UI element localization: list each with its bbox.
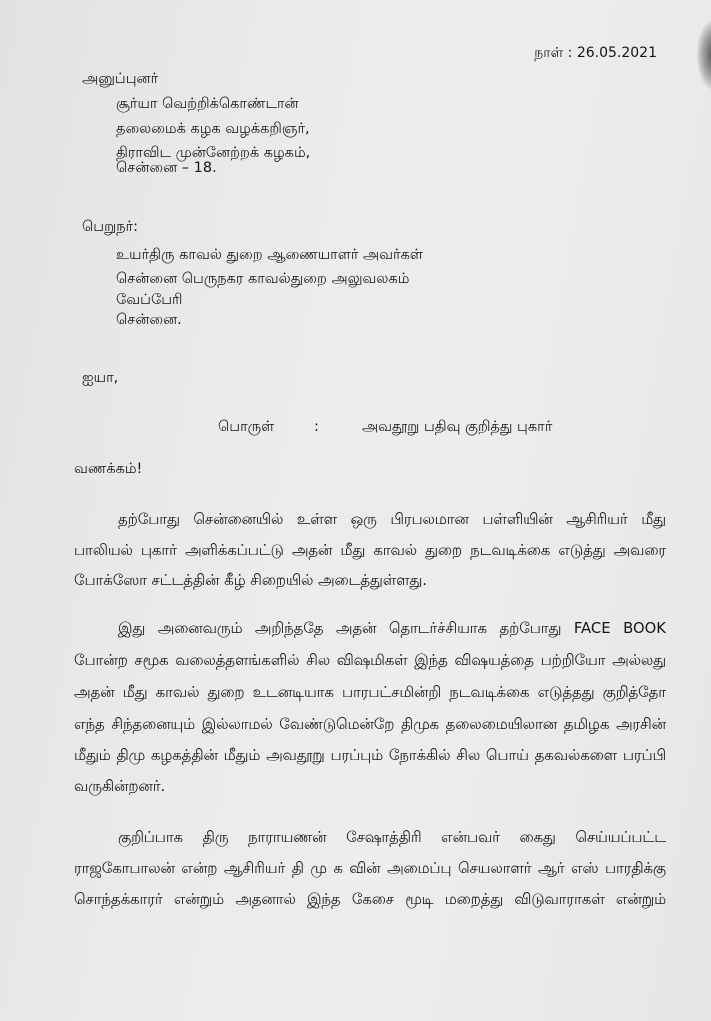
paragraph-2-line-1: இது அனைவரும் அறிந்ததே அதன் தொடர்ச்சியாக தற்போது FACE BOOK — [118, 620, 666, 637]
recipient-office: சென்னை பெருநகர காவல்துறை அலுவலகம் — [116, 271, 410, 287]
recipient-city: சென்னை. — [116, 312, 182, 328]
paragraph-2-line-3: அதன் மீது காவல் துறை உடனடியாக பாரபட்சமின்றி நடவடிக்கை எடுத்தது குறித்தோ — [74, 684, 666, 701]
paragraph-1-line-1: தற்போது சென்னையில் உள்ள ஒரு பிரபலமான பள்ளியின் ஆசிரியர் மீது — [118, 511, 666, 528]
page-edge-shadow — [697, 20, 711, 90]
paragraph-3-line-3: சொந்தக்காரர் என்றும் அதனால் இந்த கேசை மூடி மறைத்து விடுவாராகள் என்றும் — [74, 891, 666, 908]
recipient-title: உயர்திரு காவல் துறை ஆணையாளர் அவர்கள் — [116, 247, 423, 263]
paragraph-2-line-2: போன்ற சமூக வலைத்தளங்களில் சில விஷமிகள் இந்த விஷயத்தை பற்றியோ அல்லது — [74, 652, 666, 669]
paragraph-2-line-6: வருகின்றனர். — [74, 778, 166, 795]
subject-label: பொருள் — [218, 419, 275, 435]
letter-date: நாள் : 26.05.2021 — [534, 45, 657, 61]
sender-label: அனுப்புனர் — [82, 71, 159, 87]
recipient-area: வேப்பேரி — [116, 292, 183, 308]
paragraph-1-line-3: போக்ஸோ சட்டத்தின் கீழ் சிறையில் அடைத்துள்ளது. — [74, 572, 427, 589]
subject-text: அவதூறு பதிவு குறித்து புகார் — [362, 419, 553, 435]
greeting: வணக்கம்! — [74, 461, 143, 477]
subject-colon: : — [314, 419, 319, 435]
sender-organization: திராவிட முன்னேற்றக் கழகம், — [116, 145, 311, 161]
salutation: ஐயா, — [82, 370, 119, 386]
sender-name: சூர்யா வெற்றிக்கொண்டான் — [116, 96, 299, 112]
sender-city: சென்னை – 18. — [116, 160, 217, 176]
paragraph-2-line-4: எந்த சிந்தனையும் இல்லாமல் வேண்டுமென்றே திமுக தலைமையிலான தமிழக அரசின் — [74, 716, 666, 733]
recipient-label: பெறுநர்: — [82, 219, 138, 235]
paragraph-3-line-2: ராஜகோபாலன் என்ற ஆசிரியர் தி மு க வின் அமைப்பு செயலாளர் ஆர் எஸ் பாரதிக்கு — [74, 860, 666, 877]
paragraph-3-line-1: குறிப்பாக திரு நாராயணன் சேஷாத்திரி என்பவர் கைது செய்யப்பட்ட — [118, 829, 666, 846]
paragraph-2-line-5: மீதும் திமு கழகத்தின் மீதும் அவதூறு பரப்பும் நோக்கில் சில பொய் தகவல்களை பரப்பி — [74, 747, 666, 764]
sender-designation: தலைமைக் கழக வழக்கறிஞர், — [116, 121, 310, 137]
paragraph-1-line-2: பாலியல் புகார் அளிக்கப்பட்டு அதன் மீது காவல் துறை நடவடிக்கை எடுத்து அவரை — [74, 542, 666, 559]
